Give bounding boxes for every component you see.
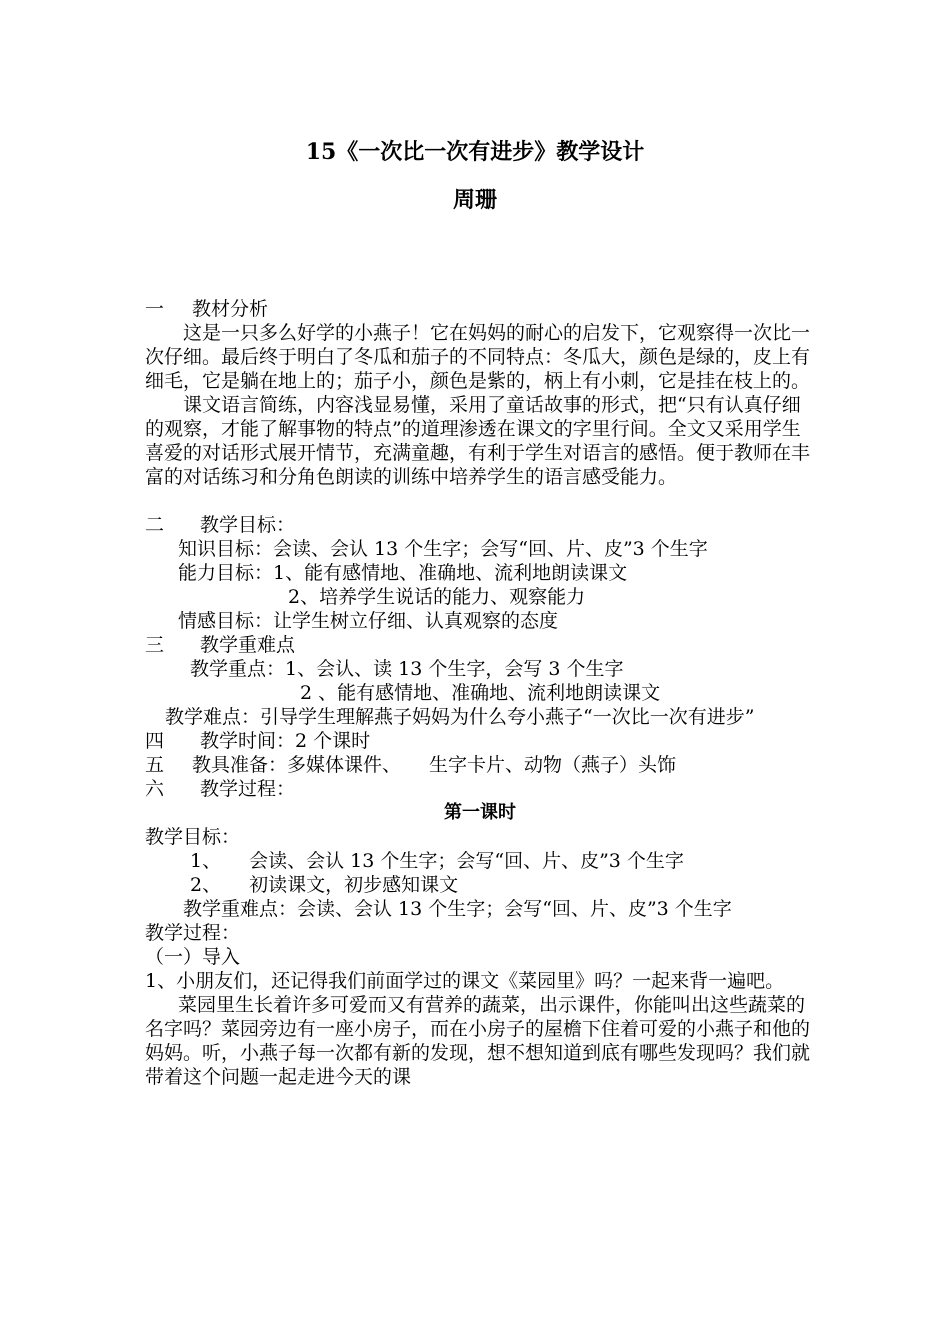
lesson-goal-2: 2、 初读课文，初步感知课文 xyxy=(190,874,459,896)
lesson-goals-label: 教学目标： xyxy=(145,826,241,848)
key-point-2: 2 、能有感情地、准确地、流利地朗读课文 xyxy=(300,682,661,704)
key-point-1: 教学重点：1、会认、读 13 个生字，会写 3 个生字 xyxy=(190,658,624,680)
intro-paragraph-1: 1、小朋友们，还记得我们前面学过的课文《菜园里》吗？一起来背一遍吧。 xyxy=(145,970,785,992)
section-heading-goals: 二 教学目标： xyxy=(145,514,296,536)
lesson-goal-1: 1、 会读、会认 13 个生字；会写“回、片、皮”3 个生字 xyxy=(190,850,684,872)
intro-paragraph-2: 菜园里生长着许多可爱而又有营养的蔬菜，出示课件，你能叫出这些蔬菜的名字吗？菜园旁边有一座小房子，而在小房子的屋檐下住着可爱的小燕子和他的妈妈。听，小燕子每一次都有新的发现，想不想知道到底有哪些发现吗？我们就带着这个问题一起走进今天的课 xyxy=(145,994,811,1088)
difficulty-point: 教学难点：引导学生理解燕子妈妈为什么夸小燕子“一次比一次有进步” xyxy=(165,706,755,728)
author-name: 周珊 xyxy=(452,187,497,213)
analysis-paragraph-2: 课文语言简练，内容浅显易懂，采用了童话故事的形式，把“只有认真仔细的观察，才能了解事物的特点”的道理渗透在课文的字里行间。全文又采用学生喜爱的对话形式展开情节，充满童趣，有利于学生对语言的感悟。便于教师在丰富的对话练习和分角色朗读的训练中培养学生的语言感受能力。 xyxy=(145,394,811,488)
emotion-goal: 情感目标：让学生树立仔细、认真观察的态度 xyxy=(178,610,559,632)
section-heading-analysis: 一 教材分析 xyxy=(145,298,269,320)
section-heading-process: 六 教学过程： xyxy=(145,778,296,800)
analysis-paragraph-1: 这是一只多么好学的小燕子！它在妈妈的耐心的启发下，它观察得一次比一次仔细。最后终于明白了冬瓜和茄子的不同特点：冬瓜大，颜色是绿的，皮上有细毛，它是躺在地上的；茄子小，颜色是紫的，柄上有小刺，它是挂在枝上的。 xyxy=(145,322,811,392)
intro-label: （一）导入 xyxy=(145,946,241,968)
lesson-key-point: 教学重难点：会读、会认 13 个生字；会写“回、片、皮”3 个生字 xyxy=(183,898,732,920)
lesson-process-label: 教学过程： xyxy=(145,922,241,944)
lesson-title: 第一课时 xyxy=(444,802,516,823)
document-body xyxy=(145,297,815,1089)
section-heading-key-points: 三 教学重难点 xyxy=(145,634,296,656)
section-heading-time: 四 教学时间：2 个课时 xyxy=(145,730,371,752)
document-title: 15《一次比一次有进步》教学设计 xyxy=(305,139,645,165)
ability-goal-1: 能力目标：1、能有感情地、准确地、流利地朗读课文 xyxy=(178,562,628,584)
section-heading-materials: 五 教具准备：多媒体课件、 生字卡片、动物（燕子）头饰 xyxy=(145,754,677,776)
knowledge-goal: 知识目标：会读、会认 13 个生字；会写“回、片、皮”3 个生字 xyxy=(178,538,708,560)
ability-goal-2: 2、培养学生说话的能力、观察能力 xyxy=(288,586,586,608)
